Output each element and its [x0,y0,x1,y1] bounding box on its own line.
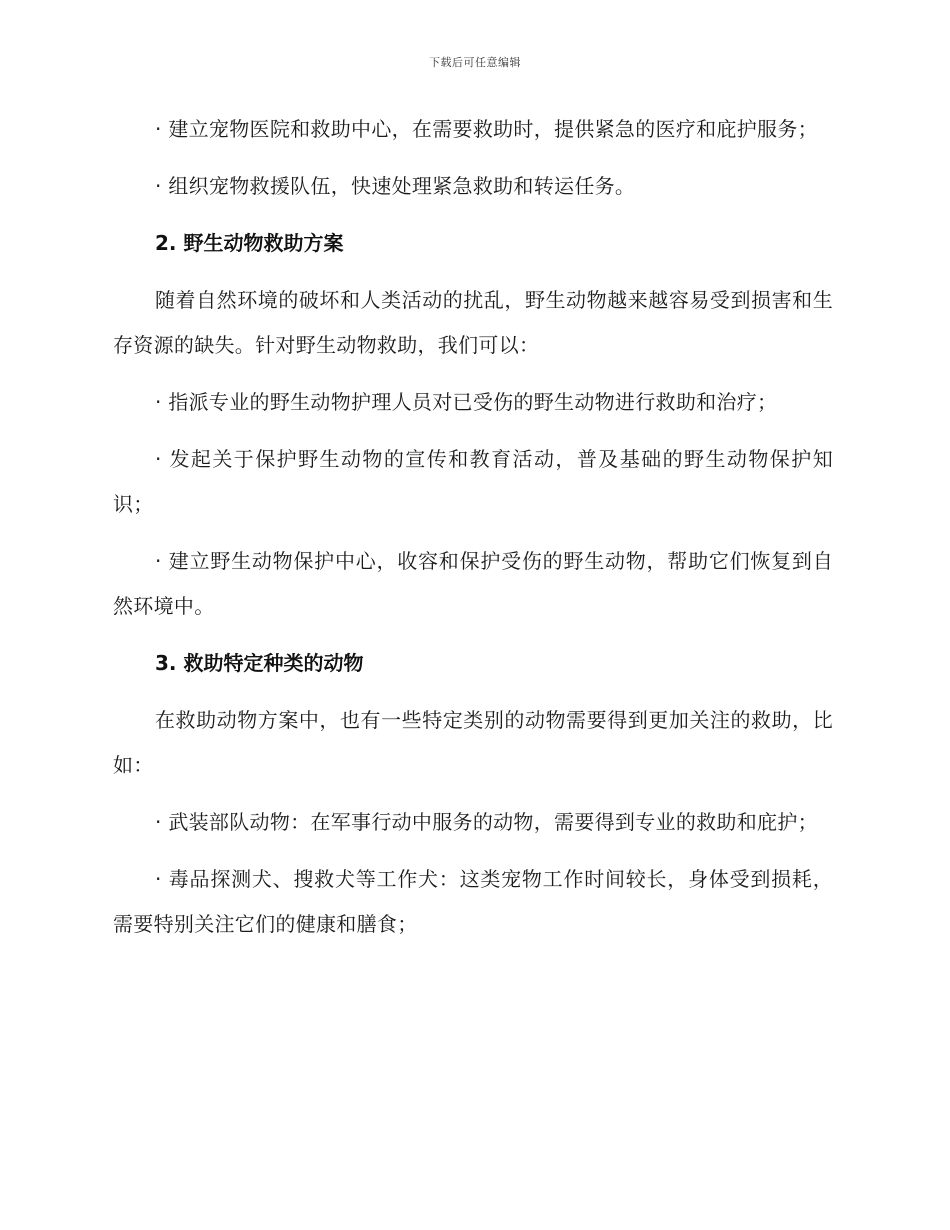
section-heading-specific-animals: 3. 救助特定种类的动物 [155,651,364,675]
bullet-rescue-team: · 组织宠物救援队伍，快速处理紧急救助和转运任务。 [155,174,636,198]
bullet-wildlife-caretakers: · 指派专业的野生动物护理人员对已受伤的野生动物进行救助和治疗； [155,390,778,414]
paragraph-wildlife-intro: 随着自然环境的破坏和人类活动的扰乱，野生动物越来越容易受到损害和生存资源的缺失。针对野生动物救助，我们可以： [113,288,833,357]
bullet-wildlife-education: · 发起关于保护野生动物的宣传和教育活动，普及基础的野生动物保护知识； [113,447,833,516]
bullet-wildlife-center: · 建立野生动物保护中心，收容和保护受伤的野生动物，帮助它们恢复到自然环境中。 [113,549,833,618]
section-heading-wildlife: 2. 野生动物救助方案 [155,231,344,255]
bullet-working-dogs: · 毒品探测犬、搜救犬等工作犬：这类宠物工作时间较长，身体受到损耗，需要特别关注它们的健康和膳食； [113,867,833,936]
paragraph-specific-intro: 在救助动物方案中，也有一些特定类别的动物需要得到更加关注的救助，比如： [113,708,833,777]
page-header-note: 下载后可任意编辑 [429,56,521,69]
bullet-military-animals: · 武装部队动物：在军事行动中服务的动物，需要得到专业的救助和庇护； [155,810,818,834]
bullet-pet-hospital: · 建立宠物医院和救助中心，在需要救助时，提供紧急的医疗和庇护服务； [155,117,818,141]
document-body [113,107,833,959]
